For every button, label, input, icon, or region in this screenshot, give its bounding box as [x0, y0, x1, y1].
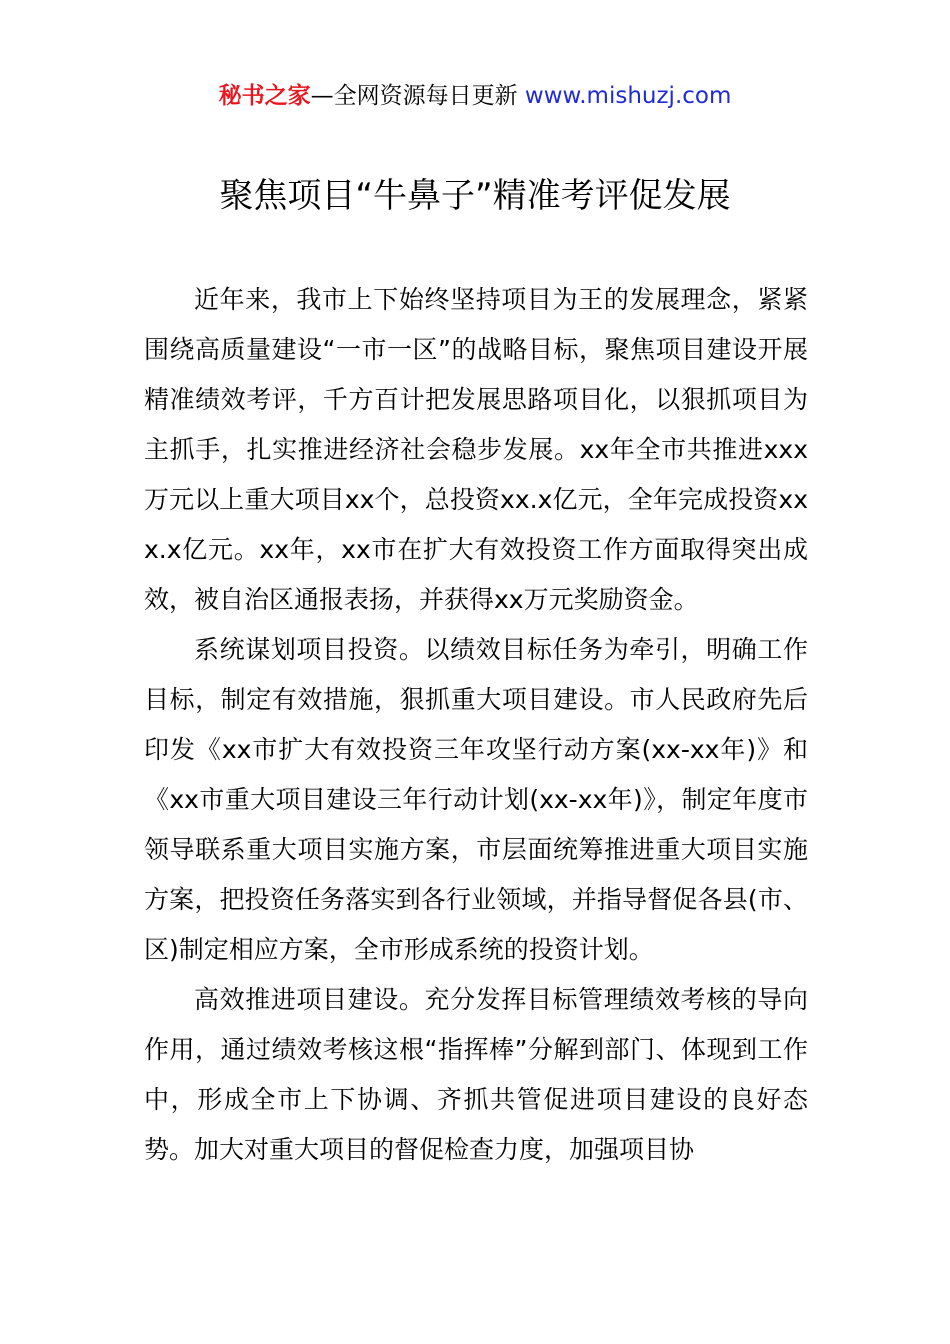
paragraph-planning: 系统谋划项目投资。以绩效目标任务为牵引，明确工作目标，制定有效措施，狠抓重大项目建设。市人民政府先后印发《xx市扩大有效投资三年攻坚行动方案(xx-xx年)》和《xx市重大项目建设三年行动计划(xx-xx年)》，制定年度市领导联系重大项目实施方案，市层面统筹推进重大项目实施方案，把投资任务落实到各行业领域，并指导督促各县(市、区)制定相应方案，全市形成系统的投资计划。	[144, 635, 808, 964]
site-url-link[interactable]: www.mishuzj.com	[524, 83, 732, 109]
document-title: 聚焦项目“牛鼻子”精准考评促发展	[219, 176, 731, 216]
site-header	[0, 80, 950, 112]
site-brand: 秘书之家	[218, 83, 311, 109]
site-tagline: —全网资源每日更新	[310, 83, 518, 109]
paragraph-intro: 近年来，我市上下始终坚持项目为王的发展理念，紧紧围绕高质量建设“一市一区”的战略目标，聚焦项目建设开展精准绩效考评，千方百计把发展思路项目化，以狠抓项目为主抓手，扎实推进经济社会稳步发展。xx年全市共推进xxx万元以上重大项目xx个，总投资xx.x亿元，全年完成投资xxx.x亿元。xx年，xx市在扩大有效投资工作方面取得突出成效，被自治区通报表扬，并获得xx万元奖励资金。	[144, 285, 808, 614]
paragraph-construction: 高效推进项目建设。充分发挥目标管理绩效考核的导向作用，通过绩效考核这根“指挥棒”分解到部门、体现到工作中，形成全市上下协调、齐抓共管促进项目建设的良好态势。加大对重大项目的督促检查力度，加强项目协	[144, 985, 808, 1164]
document-body	[144, 275, 808, 1175]
